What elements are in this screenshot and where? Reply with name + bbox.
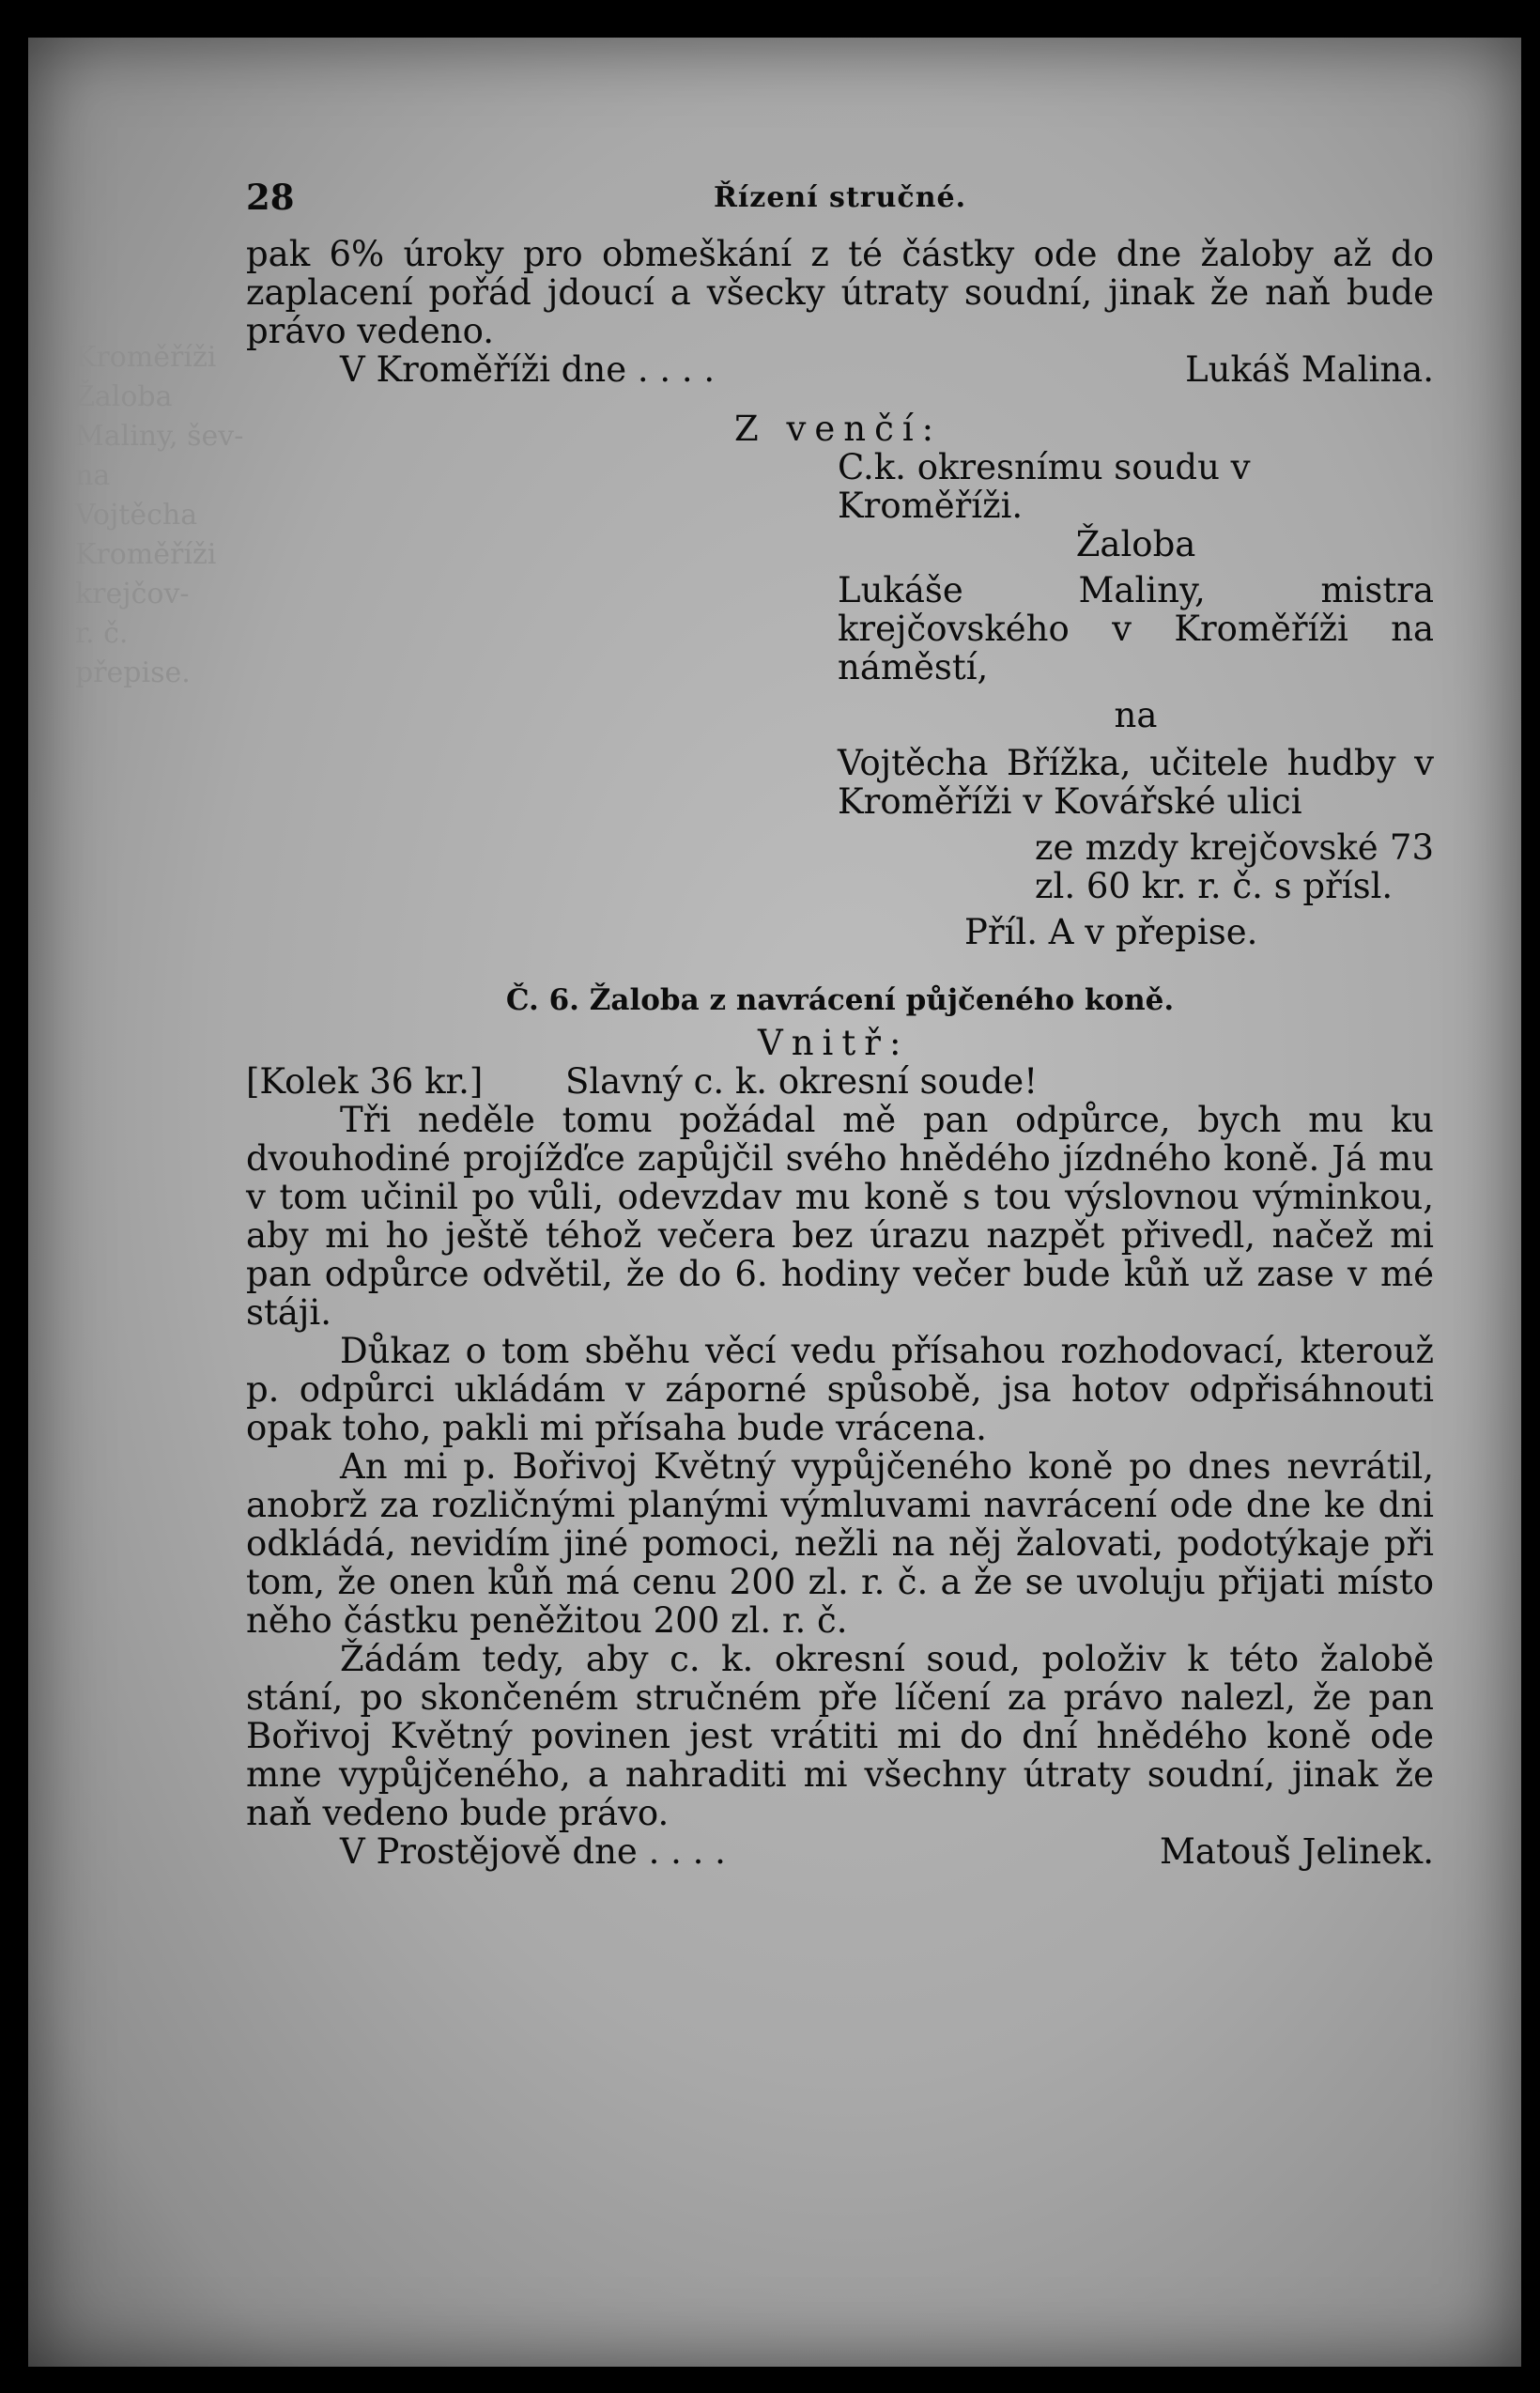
first-suit-block: [838, 448, 1434, 951]
page-number: 28: [246, 177, 295, 218]
attachment: Příl. A v přepise.: [964, 912, 1258, 952]
intro-paragraph: pak 6% úroky pro obmeškání z té částky ode dne žaloby až do zaplacení pořád jdoucí a všecky útraty soudní, jinak že naň bude právo vedeno.: [246, 234, 1434, 351]
bleed-line: Žaloba: [75, 380, 173, 413]
body-paragraph: Tři neděle tomu požádal mě pan odpůrce, bych mu ku dvouhodiné projížďce zapůjčil svého hnědého jízdného koně. Já mu v tom učinil po vůli, odevzdav mu koně s tou výslovnou výminkou, aby mi ho ještě téhož večera bez úrazu nazpět přivedl, načež mi pan odpůrce odvětil, že do 6. hodiny večer bude kůň už zase v mé stáji.: [246, 1100, 1434, 1333]
second-signature-line: [246, 1832, 1434, 1871]
salutation: Slavný c. k. okresní soude!: [565, 1061, 1039, 1102]
page-content: [246, 178, 1434, 1871]
running-head: Řízení stručné.: [713, 181, 967, 214]
intro-signature-line: [246, 350, 1434, 389]
bleed-line: krejčov-: [75, 578, 190, 610]
page-header: [246, 178, 1434, 235]
stamp-line: [246, 1062, 1434, 1101]
connector: na: [1114, 695, 1158, 735]
place-date: V Kroměříži dne . . . .: [340, 349, 716, 390]
bleed-line: přepise.: [75, 656, 191, 689]
bleed-line: Maliny, šev-: [75, 420, 244, 453]
signature: Lukáš Malina.: [1185, 349, 1434, 390]
addressee: C.k. okresnímu soudu v Kroměříži.: [838, 447, 1251, 526]
bleed-line: Kroměříži: [75, 538, 217, 571]
signature: Matouš Jelinek.: [1160, 1831, 1434, 1872]
bleed-line: Vojtěcha: [75, 499, 198, 532]
suit-title: Žaloba: [1075, 524, 1196, 564]
bleed-line: r. č.: [75, 617, 129, 650]
body-paragraph: An mi p. Bořivoj Květný vypůjčeného koně po dnes nevrátil, anobrž za rozličnými planými výmluvami navrácení ode dne ke dni odkládá, nevidím jiné pomoci, nežli na něj žalovati, podotýkaje při tom, že onen kůň má cenu 200 zl. r. č. a že se uvoluju přijati místo něho částku peněžitou 200 zl. r. č.: [246, 1446, 1434, 1641]
stamp: [Kolek 36 kr.]: [246, 1061, 484, 1102]
body-paragraph: Důkaz o tom sběhu věcí vedu přísahou rozhodovací, kterouž p. odpůrci ukládám v záporné spůsobě, jsa hotov odpřisáhnouti opak toho, pakli mi přísaha bude vrácena.: [246, 1331, 1434, 1448]
body-paragraph: Žádám tedy, aby c. k. okresní soud, položiv k této žalobě stání, po skončeném stručném pře líčení za právo nalezl, že pan Bořivoj Květný povinen jest vrátiti mi do dní hnědého koně ode mne vypůjčeného, a nahraditi mi všechny útraty soudní, jinak že naň vedeno bude právo.: [246, 1639, 1434, 1833]
outside-label: Z venčí:: [734, 409, 943, 449]
defendant: Vojtěcha Břížka, učitele hudby v Kroměříži v Kovářské ulici: [838, 743, 1434, 822]
place-date: V Prostějově dne . . . .: [340, 1831, 726, 1872]
plaintiff: Lukáše Maliny, mistra krejčovského v Kroměříži na náměstí,: [838, 570, 1434, 687]
subject: ze mzdy krejčovské 73 zl. 60 kr. r. č. s přísl.: [1035, 827, 1434, 906]
bleed-line: Kroměříži: [75, 341, 217, 374]
inside-label: Vnitř:: [758, 1023, 910, 1063]
section-heading: Č. 6. Žaloba z navrácení půjčeného koně.: [505, 983, 1175, 1017]
bleed-line: na: [75, 459, 111, 492]
